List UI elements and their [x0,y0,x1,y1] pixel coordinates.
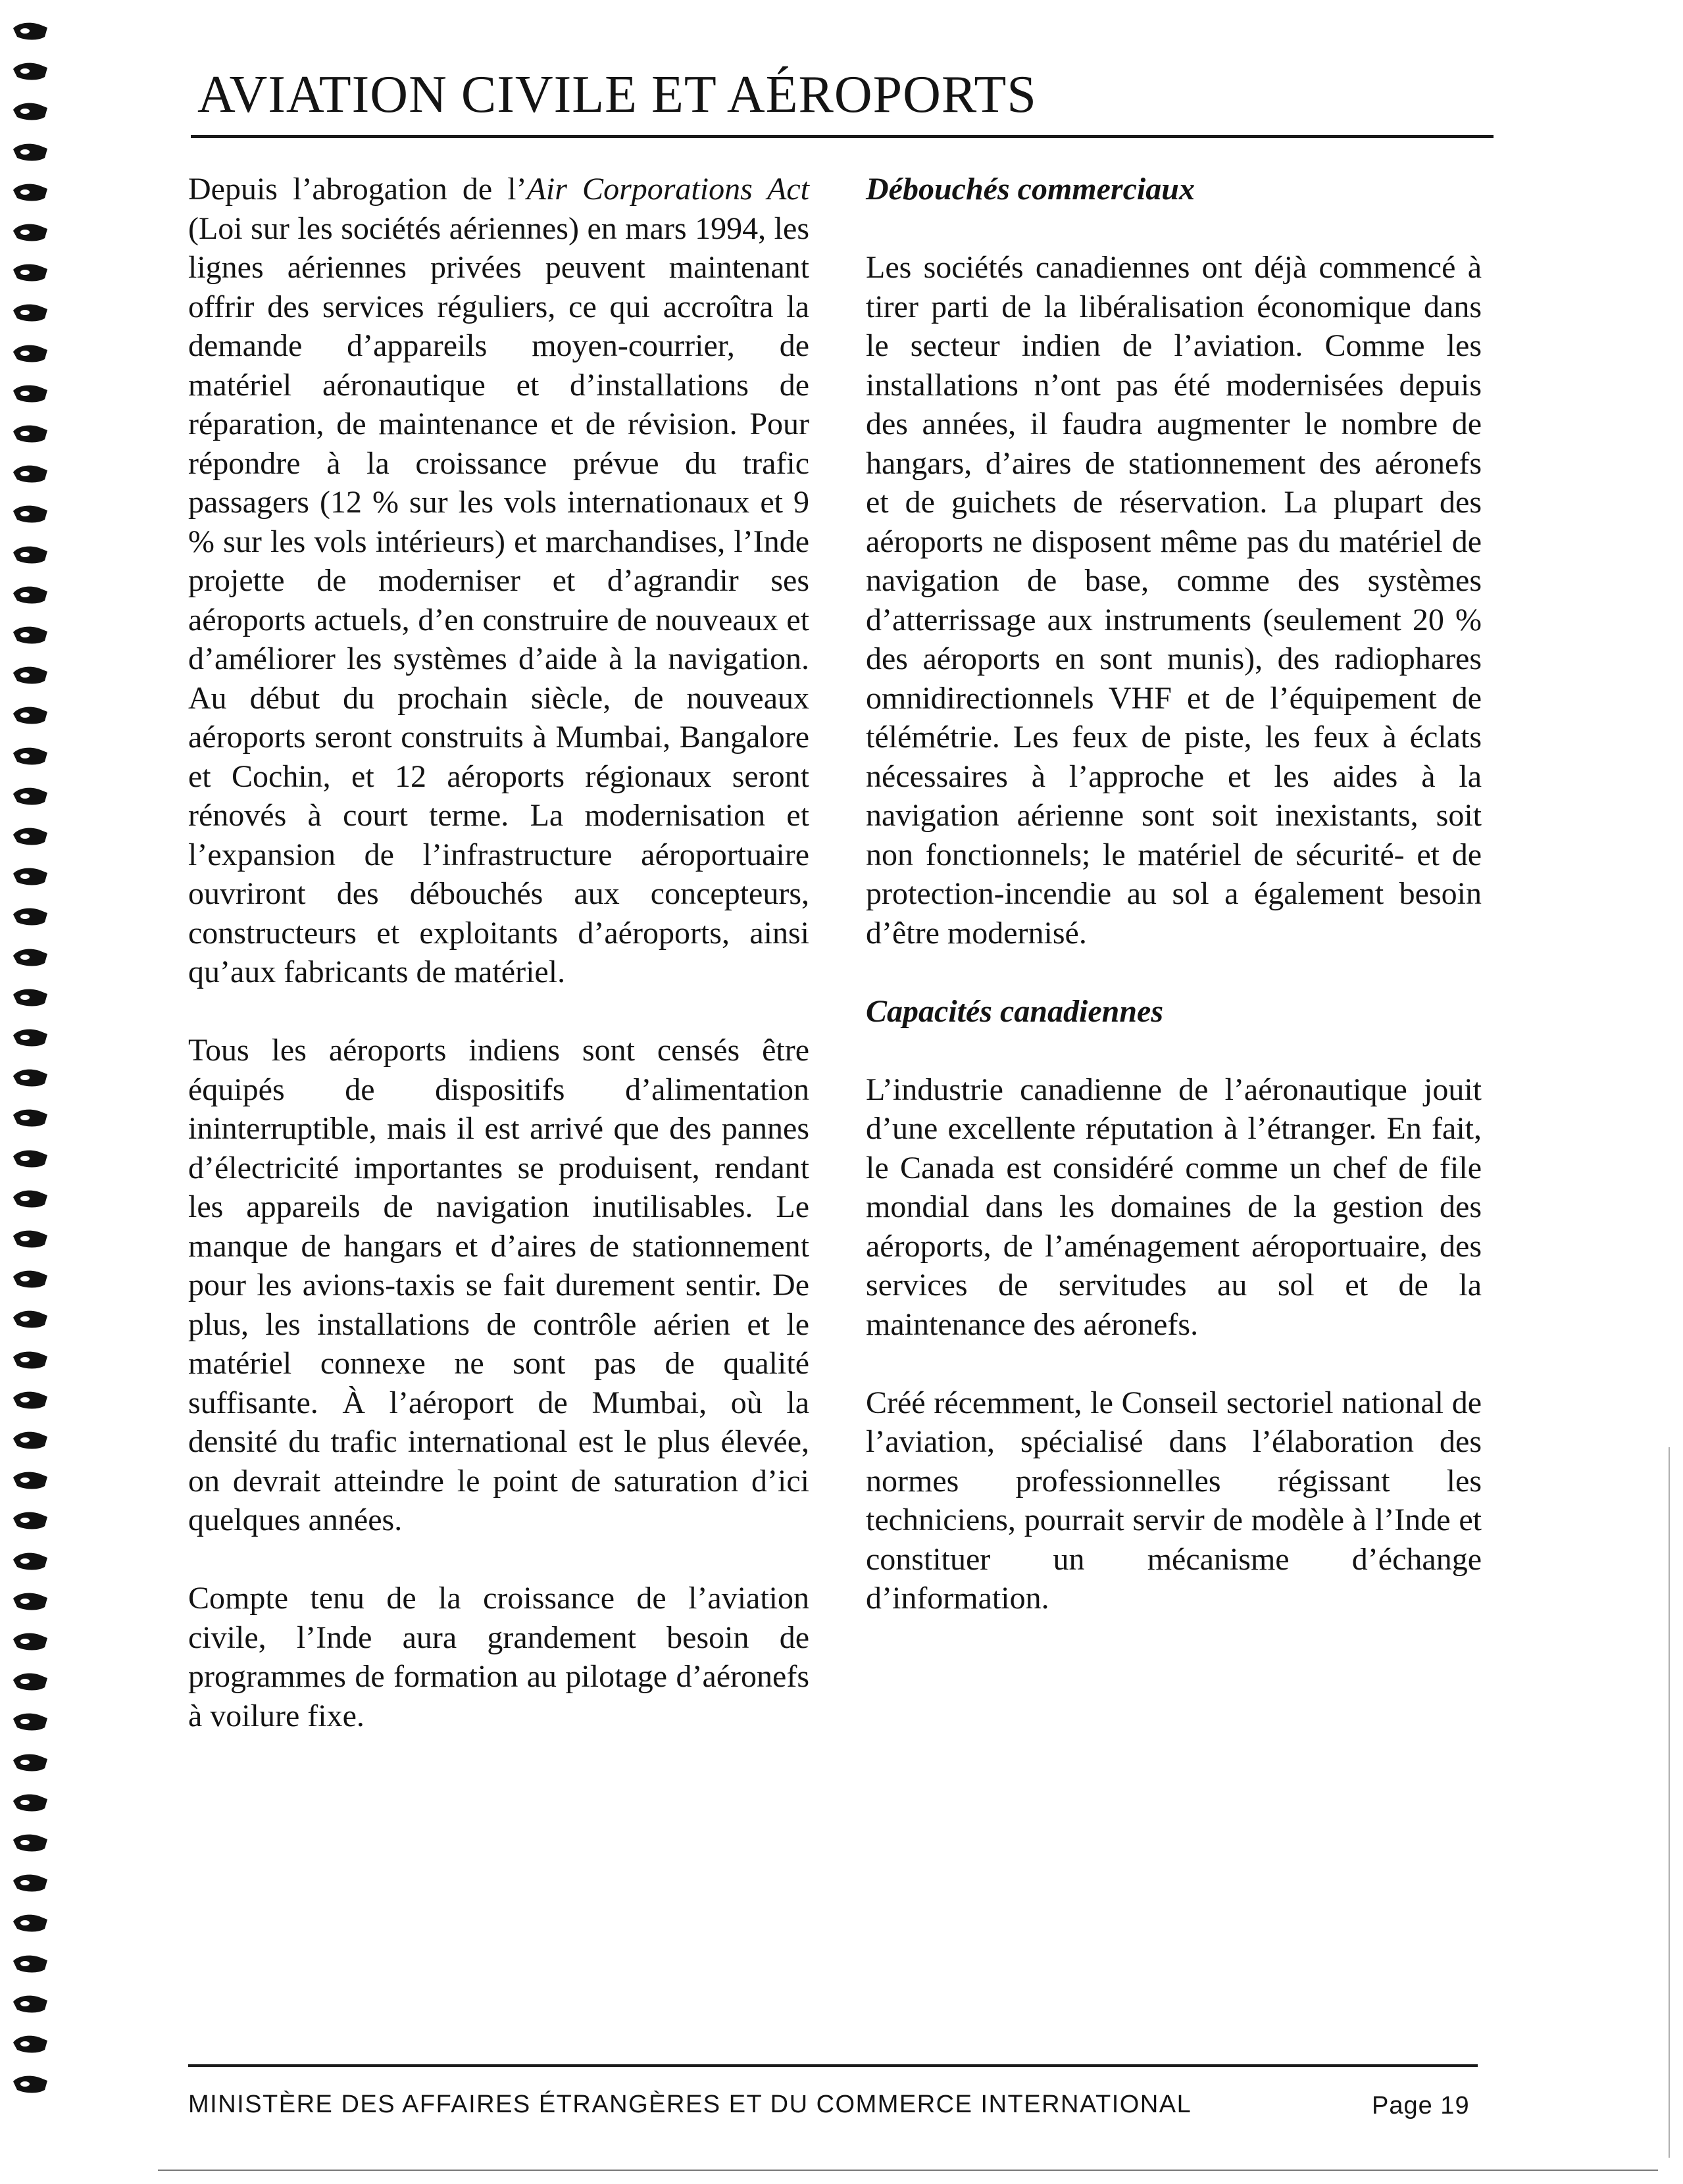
spiral-ring-icon [12,100,49,122]
spiral-ring-icon [12,1590,49,1612]
spiral-ring-icon [12,905,49,928]
spiral-ring-icon [12,1872,49,1894]
spiral-ring-icon [12,1710,49,1733]
spiral-ring-icon [12,342,49,364]
footer-ministry: MINISTÈRE DES AFFAIRES ÉTRANGÈRES ET DU COMMERCE INTERNATIONAL [188,2091,1192,2118]
act-name-italic: Air Corporations Act [526,172,810,207]
spiral-ring-icon [12,1791,49,1814]
footer-rule [188,2064,1478,2067]
spiral-ring-icon [12,1268,49,1290]
right-column [866,170,1482,1657]
spiral-ring-icon [12,865,49,887]
spiral-ring-icon [12,1550,49,1572]
scan-bottom-edge [158,2170,1658,2171]
spiral-ring-icon [12,1308,49,1330]
spiral-ring-icon [12,2033,49,2055]
section-heading-debouches: Débouchés commerciaux [866,172,1195,207]
spiral-ring-icon [12,1228,49,1250]
spiral-ring-icon [12,664,49,686]
left-paragraph-1-text-b: (Loi sur les sociétés aériennes) en mars 1994, les lignes aériennes privées peuvent maintenant offrir des services réguliers, ce qui accroîtra la demande d’appareils moyen-courrier, de matériel aéronautique et d’installations de réparation, de maintenance et de révision. Pour répondre à la croissance prévue du trafic passagers (12 % sur les vols internationaux et 9 % sur les vols intérieurs) et marchandises, l’Inde projette de moderniser et d’agrandir ses aéroports actuels, d’en construire de nouveaux et d’améliorer les systèmes d’aide à la navigation. Au début du prochain siècle, de nouveaux aéroports seront construits à Mumbai, Bangalore et Cochin, et 12 aéroports régionaux seront rénovés à court terme. La modernisation et l’expansion de l’infrastructure aéroportuaire ouvriront des débouchés aux concepteurs, constructeurs et exploitants d’aéroports, ainsi qu’aux fabricants de matériel. [188,211,809,989]
header-rule [191,135,1494,138]
spiral-ring-icon [12,221,49,243]
spiral-ring-icon [12,1993,49,2015]
spiral-ring-icon [12,624,49,646]
right-paragraph-3: Créé récemment, le Conseil sectoriel national de l’aviation, spécialisé dans l’élaboration des normes professionnelles régissant les techniciens, pourrait servir de modèle à l’Inde et constituer un mécanisme d’échange d’information. [866,1385,1482,1616]
left-paragraph-1-text-a: Depuis l’abrogation de l’ [188,172,527,207]
spiral-ring-icon [12,1066,49,1089]
spiral-ring-icon [12,986,49,1008]
spiral-ring-icon [12,1389,49,1411]
left-column [188,170,809,1775]
section-heading-capacites: Capacités canadiennes [866,993,1163,1029]
spiral-ring-icon [12,583,49,606]
spiral-ring-icon [12,1912,49,1934]
spiral-ring-icon [12,141,49,163]
spiral-ring-icon [12,301,49,324]
spiral-ring-icon [12,825,49,847]
right-paragraph-2: L’industrie canadienne de l’aéronautique jouit d’une excellente réputation à l’étranger. En fait, le Canada est considéré comme un chef de file mondial dans les domaines de la gestion des aéroports, de l’aménagement aéroportuaire, des services de servitudes au sol et de la maintenance des aéronefs. [866,1072,1482,1342]
spiral-ring-icon [12,422,49,445]
page-number: Page 19 [1372,2092,1470,2120]
spiral-ring-icon [12,462,49,485]
spiral-ring-icon [12,745,49,767]
spiral-ring-icon [12,1147,49,1170]
spiral-ring-icon [12,785,49,807]
spiral-ring-icon [12,382,49,405]
spiral-ring-icon [12,1106,49,1129]
spiral-ring-icon [12,1469,49,1491]
spiral-ring-icon [12,1751,49,1774]
right-paragraph-1: Les sociétés canadiennes ont déjà commencé à tirer parti de la libéralisation économique dans le secteur indien de l’aviation. Comme les installations n’ont pas été modernisées depuis des années, il faudra augmenter le nombre de hangars, d’aires de stationnement des aéronefs et de guichets de réservation. La plupart des aéroports ne disposent même pas du matériel de navigation de base, comme des systèmes d’atterrissage aux instruments (seulement 20 % des aéroports en sont munis), des radiophares omnidirectionnels VHF et de l’équipement de télémétrie. Les feux de piste, les feux à éclats nécessaires à l’approche et les aides à la navigation aérienne sont soit inexistants, soit non fonctionnels; le matériel de sécurité- et de protection-incendie au sol a également besoin d’être modernisé. [866,250,1482,951]
spiral-ring-icon [12,1509,49,1531]
scan-right-edge [1669,1447,1670,2158]
spiral-ring-icon [12,543,49,566]
spiral-ring-icon [12,261,49,284]
spiral-ring-icon [12,704,49,726]
left-paragraph-2: Tous les aéroports indiens sont censés être équipés de dispositifs d’alimentation ininterruptible, mais il est arrivé que des pannes d’électricité importantes se produisent, rendant les appareils de navigation inutilisables. Le manque de hangars et d’aires de stationnement pour les avions-taxis se fait durement sentir. De plus, les installations de contrôle aérien et le matériel connexe ne sont pas de qualité suffisante. À l’aéroport de Mumbai, où la densité du trafic international est le plus élevée, on devrait atteindre le point de saturation d’ici quelques années. [188,1033,809,1537]
spiral-ring-icon [12,1952,49,1975]
spiral-ring-icon [12,1831,49,1854]
page-title: AVIATION CIVILE ET AÉROPORTS [197,66,1037,124]
spiral-ring-icon [12,1026,49,1049]
spiral-binding [12,20,53,2171]
spiral-ring-icon [12,1187,49,1210]
left-paragraph-1 [188,170,809,992]
spiral-ring-icon [12,181,49,203]
left-paragraph-3: Compte tenu de la croissance de l’aviation civile, l’Inde aura grandement besoin de programmes de formation au pilotage d’aéronefs à voilure fixe. [188,1581,809,1733]
spiral-ring-icon [12,1429,49,1451]
spiral-ring-icon [12,1630,49,1652]
spiral-ring-icon [12,1349,49,1371]
spiral-ring-icon [12,60,49,82]
spiral-ring-icon [12,20,49,42]
spiral-ring-icon [12,946,49,968]
spiral-ring-icon [12,503,49,525]
spiral-ring-icon [12,2073,49,2095]
spiral-ring-icon [12,1670,49,1693]
